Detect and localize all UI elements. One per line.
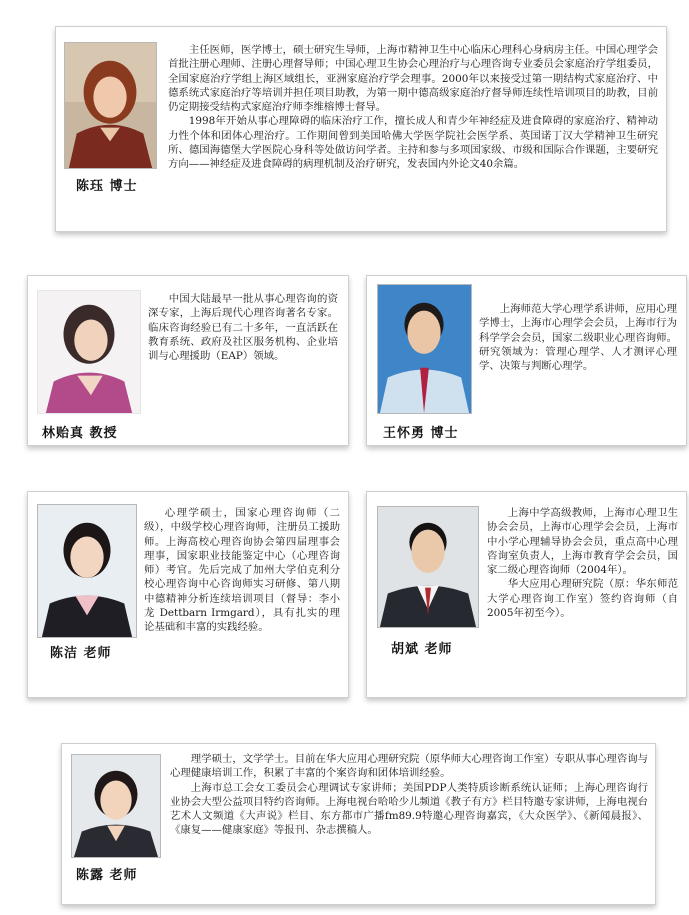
bio-wang-huaiyong [479, 302, 677, 373]
bio-chen-jie [144, 506, 340, 635]
name-chen-jie: 陈洁 老师 [50, 646, 112, 661]
profile-card-chen-lu [61, 743, 656, 905]
portrait-lin-yizhen [37, 290, 141, 414]
portrait-chen-lu [71, 754, 161, 858]
bio-paragraph: 上海师范大学心理学系讲师，应用心理学博士，上海市心理学会会员，上海市行为科学学会会员，国家二级职业心理咨询师。研究领域为：管理心理学、人才测评心理学、决策与判断心理学。 [479, 303, 677, 373]
portrait-chen-yu [64, 42, 157, 169]
bio-paragraph: 1998年开始从事心理障碍的临床治疗工作，擅长成人和青少年神经症及进食障碍的家庭治疗、精神动力性个体和团体心理治疗。工作期间曾到美国哈佛大学医学院社会医学系、英国诺丁汉大学精神卫生研究所、德国海德堡大学医院心身科等处做访问学者。主持和参与多项国家级、市级和国际合作课题，主要研究方向——神经症及进食障碍的病理机制及治疗研究，发表国内外论文40余篇。 [168, 115, 658, 171]
portrait-chen-jie [37, 504, 137, 638]
bio-chen-lu [170, 752, 648, 838]
portrait-hu-bin [377, 506, 479, 628]
profile-card-hu-bin [366, 491, 687, 698]
bio-chen-yu [168, 43, 658, 172]
bio-lin-yizhen [148, 292, 338, 363]
bio-paragraph: 华大应用心理研究院（原：华东师范大学心理咨询工作室）签约咨询师（自2005年初至今）。 [487, 578, 678, 620]
portrait-wang-huaiyong [377, 284, 472, 414]
profile-card-chen-jie [27, 491, 349, 698]
bio-hu-bin [487, 506, 678, 620]
name-chen-yu: 陈珏 博士 [76, 179, 138, 194]
bio-paragraph: 上海市总工会女工委员会心理调试专家讲师；美国PDP人类特质诊断系统认证师；上海心理咨询行业协会大型公益项目特约咨询师。上海电视台哈哈少儿频道《教子有方》栏目特邀专家讲师，上海电视台艺术人文频道《大声说》栏目、东方都市广播fm89.9特邀心理咨询嘉宾，《大众医学》、《新闻晨报》、《康复——健康家庭》等报刊、杂志撰稿人。 [170, 781, 648, 837]
bio-paragraph: 主任医师，医学博士，硕士研究生导师，上海市精神卫生中心临床心理科心身病房主任。中国心理学会首批注册心理师、注册心理督导师；中国心理卫生协会心理治疗与心理咨询专业委员会家庭治疗学组委员，全国家庭治疗学组上海区域组长，亚洲家庭治疗学会理事。2000年以来接受过第一期结构式家庭治疗、中德系统式家庭治疗等培训并担任项目助教，为第一期中德高级家庭治疗督导师连续性培训项目的助教，目前仍定期接受结构式家庭治疗师李维榕博士督导。 [168, 44, 658, 114]
bio-paragraph: 理学硕士，文学学士。目前在华大应用心理研究院（原华师大心理咨询工作室）专职从事心理咨询与心理健康培训工作，积累了丰富的个案咨询和团体培训经验。 [170, 753, 648, 780]
bio-paragraph: 中国大陆最早一批从事心理咨询的资深专家，上海后现代心理咨询著名专家。临床咨询经验已有二十多年，一直活跃在教育系统、政府及社区服务机构、企业培训与心理援助（EAP）领域。 [148, 293, 338, 363]
name-chen-lu: 陈露 老师 [76, 868, 138, 883]
bio-paragraph: 心理学硕士，国家心理咨询师（二级），中级学校心理咨询师，注册员工援助师。上海高校心理咨询协会第四届理事会理事，国家职业技能鉴定中心（心理咨询师）考官。先后完成了加州大学伯克利分校心理咨询中心咨询师实习研修、第八期中德精神分析连续培训项目（督导：李小龙 Dettbarn Irmgard），具有扎实的理论基础和丰富的实践经验。 [144, 507, 340, 634]
bio-paragraph: 上海中学高级教师，上海市心理卫生协会会员，上海市心理学会会员，上海市中小学心理辅导协会会员，重点高中心理咨询室负责人，上海市教育学会会员，国家二级心理咨询师（2004年）。 [487, 507, 678, 577]
profile-card-wang-huaiyong [366, 275, 687, 446]
name-wang-huaiyong: 王怀勇 博士 [383, 426, 459, 441]
profile-card-lin-yizhen [27, 275, 349, 446]
name-lin-yizhen: 林贻真 教授 [42, 426, 118, 441]
profile-card-chen-yu [55, 26, 667, 232]
name-hu-bin: 胡斌 老师 [391, 642, 453, 657]
